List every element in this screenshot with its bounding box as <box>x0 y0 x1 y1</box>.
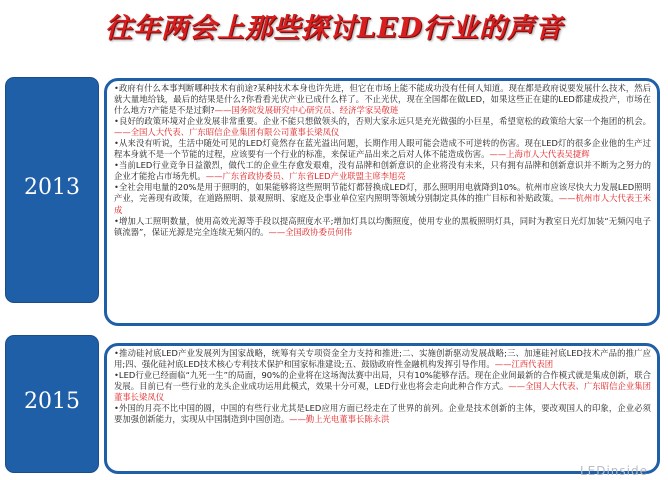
statement-item: •推动硅衬底LED产业发展列为国家战略，统筹有关专项资金全力支持和推进;二、实施创新驱动发展战略;三、加速硅衬底LED技术产品的推广应用;四、强化硅衬底LED技术核心专利技术保护和国家标准建设;五、鼓励政府性金融机构发挥引导作用。——江西代表团 <box>114 348 651 370</box>
statement-item: •LED行业已经面临“九死一生”的局面，90%的企业将在这场淘汰赛中出局，只有10%能够存活。现在企业间最新的合作模式就是集成创新，联合发展。目前已有一些行业的龙头企业成功运用此模式，效果十分可观，LED行业也将会走向此种合作方式。——全国人大代表、广东昭信企业集团董事长梁凤仪 <box>114 370 652 403</box>
statement-source: ——全国政协委员何伟 <box>268 226 352 237</box>
statement-source: ——杭州市人大代表王米成 <box>114 193 651 215</box>
watermark: LEDinside <box>579 464 648 478</box>
statement-source: ——上海市人大代表吴捷辉 <box>489 149 590 160</box>
statement-item: •政府有什么本事判断哪种技术有前途?某种技术本身也许先进，但它在市场上能不能成功没有任何人知道。现在都是政府说要发展什么技术，然后就大量地给钱，最后的结果是什么?你看看光伏产业已成什么样了。不止光伏，现在全国都在做LED，如果这些正在建的LED都建成投产，市场在什么地方?产能是不是过剩?——国务院发展研究中心研究员、经济学家吴敬琏 <box>114 83 651 116</box>
statement-source: ——勤上光电董事长陈永洪 <box>289 414 390 425</box>
year-card-2013 <box>6 78 98 302</box>
statement-source: ——全国人大代表、广东昭信企业集团有限公司董事长梁凤仪 <box>114 127 340 138</box>
statement-item: •外国的月亮不比中国的圆，中国的有些行业尤其是LED应用方面已经走在了世界的前列。企业是技术创新的主体，要改观国人的印象，企业必须要加强创新能力，实现从中国制造到中国创造。——勤上光电董事长陈永洪 <box>114 403 651 425</box>
statement-item: •良好的政策环境对企业发展非常重要。企业不能只想做领头的，否则大家永远只是充光做强的小巨星，希望宽松的政策给大家一个拖团的机会。——全国人大代表、广东昭信企业集团有限公司董事长梁凤仪 <box>114 116 651 138</box>
year-label-2015: 2015 <box>24 389 80 414</box>
statement-item: •当前LED行业竞争日益激烈，做代工的企业生存愈发艰难，没有品牌和创新意识的企业将没有未来，只有拥有品牌和创新意识并不断为之努力的企业才能抢占市场先机。——广东省政协委员、广东省LED产业联盟主席李旭亮 <box>114 160 651 182</box>
statement-source: ——国务院发展研究中心研究员、经济学家吴敬琏 <box>214 105 399 116</box>
page-title: 往年两会上那些探讨LED行业的声音 <box>105 13 563 44</box>
content-box-2015 <box>104 343 660 474</box>
statement-item: •增加人工照明数量，使用高效光源等手段以提高照度水平;增加灯具以均衡照度，使用专业的黑板照明灯具，同时为教室日光灯加装“无频闪电子镇流器”，保证光源是完全连续无频闪的。——全国政协委员何伟 <box>114 215 651 237</box>
statement-source: ——全国人大代表、广东昭信企业集团董事长梁凤仪 <box>114 381 652 403</box>
content-box-2013 <box>104 78 660 326</box>
statement-source: ——广东省政协委员、广东省LED产业联盟主席李旭亮 <box>205 171 406 182</box>
statement-source: ——江西代表团 <box>494 359 554 370</box>
statement-item: •从来没有听说，生活中随处可见的LED灯竟然存在蓝光溢出问题，长期作用人眼可能会造成不可逆转的伤害。现在LED灯的很多企业他的生产过程本身就不是一个节能的过程，应该要有一个行业的标准，来保证产品出来之后对人体不能造成伤害。——上海市人大代表吴捷辉 <box>114 138 651 160</box>
statement-item: •全社会用电量的20%是用于照明的，如果能够将这些照明节能灯都替换成LED灯，那么照明用电就降到10%。杭州市应该尽快大力发展LED照明产业，完善现有政策，在道路照明、景观照明、家庭及企事业单位室内照明等领域分别制定具体的推广目标和补贴政策。——杭州市人大代表王米成 <box>114 182 651 215</box>
year-card-2015 <box>6 336 98 472</box>
year-label-2013: 2013 <box>24 175 80 200</box>
